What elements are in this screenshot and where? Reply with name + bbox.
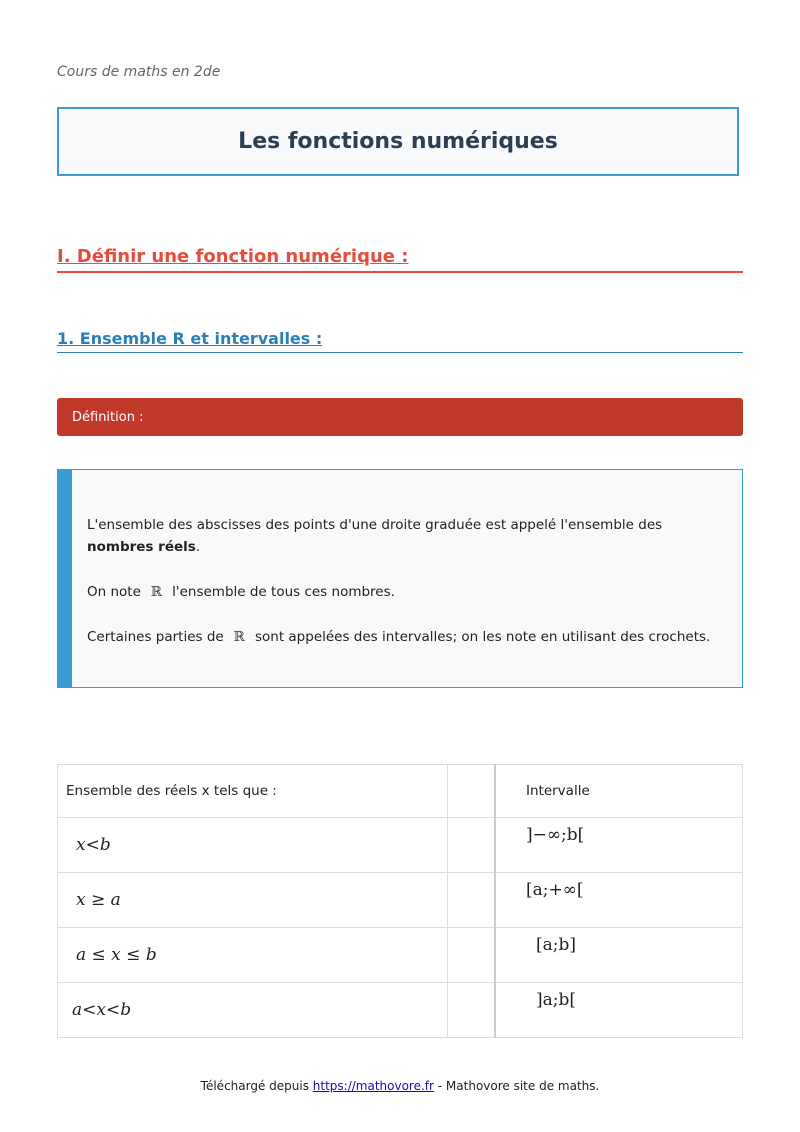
interval-cell <box>495 928 743 983</box>
table-row <box>58 928 743 983</box>
mathovore-link[interactable]: https://mathovore.fr <box>312 1079 434 1093</box>
text-span: Certaines parties de <box>87 629 224 645</box>
text-span: On note <box>87 584 141 600</box>
condition-cell <box>58 818 448 873</box>
table-row <box>58 983 743 1038</box>
intervals-table <box>57 764 743 1038</box>
table-header-row <box>58 765 743 818</box>
definition-paragraph-1 <box>87 514 724 558</box>
interval-math: ]−∞;b[ <box>526 825 585 845</box>
spacer-cell <box>448 818 496 873</box>
definition-paragraph-3 <box>87 626 724 648</box>
text-span: sont appelées des intervalles; on les note en utilisant des crochets. <box>254 629 711 645</box>
interval-cell <box>495 818 743 873</box>
footer <box>0 1079 800 1093</box>
interval-math: [a;+∞[ <box>526 880 584 900</box>
text-span: L'ensemble des abscisses des points d'une droite graduée est appelé l'ensemble des <box>87 517 663 533</box>
condition-math: x ≥ a <box>76 890 121 910</box>
spacer-cell <box>448 873 496 928</box>
table-row <box>58 873 743 928</box>
text-span: . <box>195 539 201 555</box>
footer-prefix: Téléchargé depuis <box>200 1079 313 1093</box>
table-row <box>58 818 743 873</box>
condition-math: a<x<b <box>72 1000 132 1020</box>
interval-cell <box>495 873 743 928</box>
interval-cell <box>495 983 743 1038</box>
condition-cell <box>58 873 448 928</box>
page-title-box <box>57 107 739 176</box>
definition-box <box>57 469 743 688</box>
spacer-cell <box>448 983 496 1038</box>
subsection-heading: 1. Ensemble R et intervalles : <box>57 329 743 353</box>
definition-paragraph-2 <box>87 581 724 603</box>
header-cell-interval <box>495 765 743 818</box>
bold-term: nombres réels <box>87 539 196 555</box>
real-numbers-symbol: ℝ <box>150 584 163 600</box>
condition-math: a ≤ x ≤ b <box>76 945 157 965</box>
header-interval-label: Intervalle <box>526 783 590 799</box>
real-numbers-symbol: ℝ <box>233 629 245 645</box>
spacer-cell <box>448 928 496 983</box>
condition-cell <box>58 983 448 1038</box>
interval-math: [a;b] <box>536 935 577 955</box>
footer-suffix: - Mathovore site de maths. <box>433 1079 600 1093</box>
condition-math: x<b <box>76 835 111 855</box>
condition-cell <box>58 928 448 983</box>
course-subtitle: Cours de maths en 2de <box>57 64 221 80</box>
page-title: Les fonctions numériques <box>238 129 558 154</box>
text-span: l'ensemble de tous ces nombres. <box>172 584 395 600</box>
section-heading: I. Définir une fonction numérique : <box>57 246 743 273</box>
definition-header <box>57 398 743 436</box>
definition-label: Définition : <box>72 409 144 425</box>
spacer-cell <box>448 765 496 818</box>
header-cell-condition: Ensemble des réels x tels que : <box>58 765 448 818</box>
interval-math: ]a;b[ <box>536 990 577 1010</box>
